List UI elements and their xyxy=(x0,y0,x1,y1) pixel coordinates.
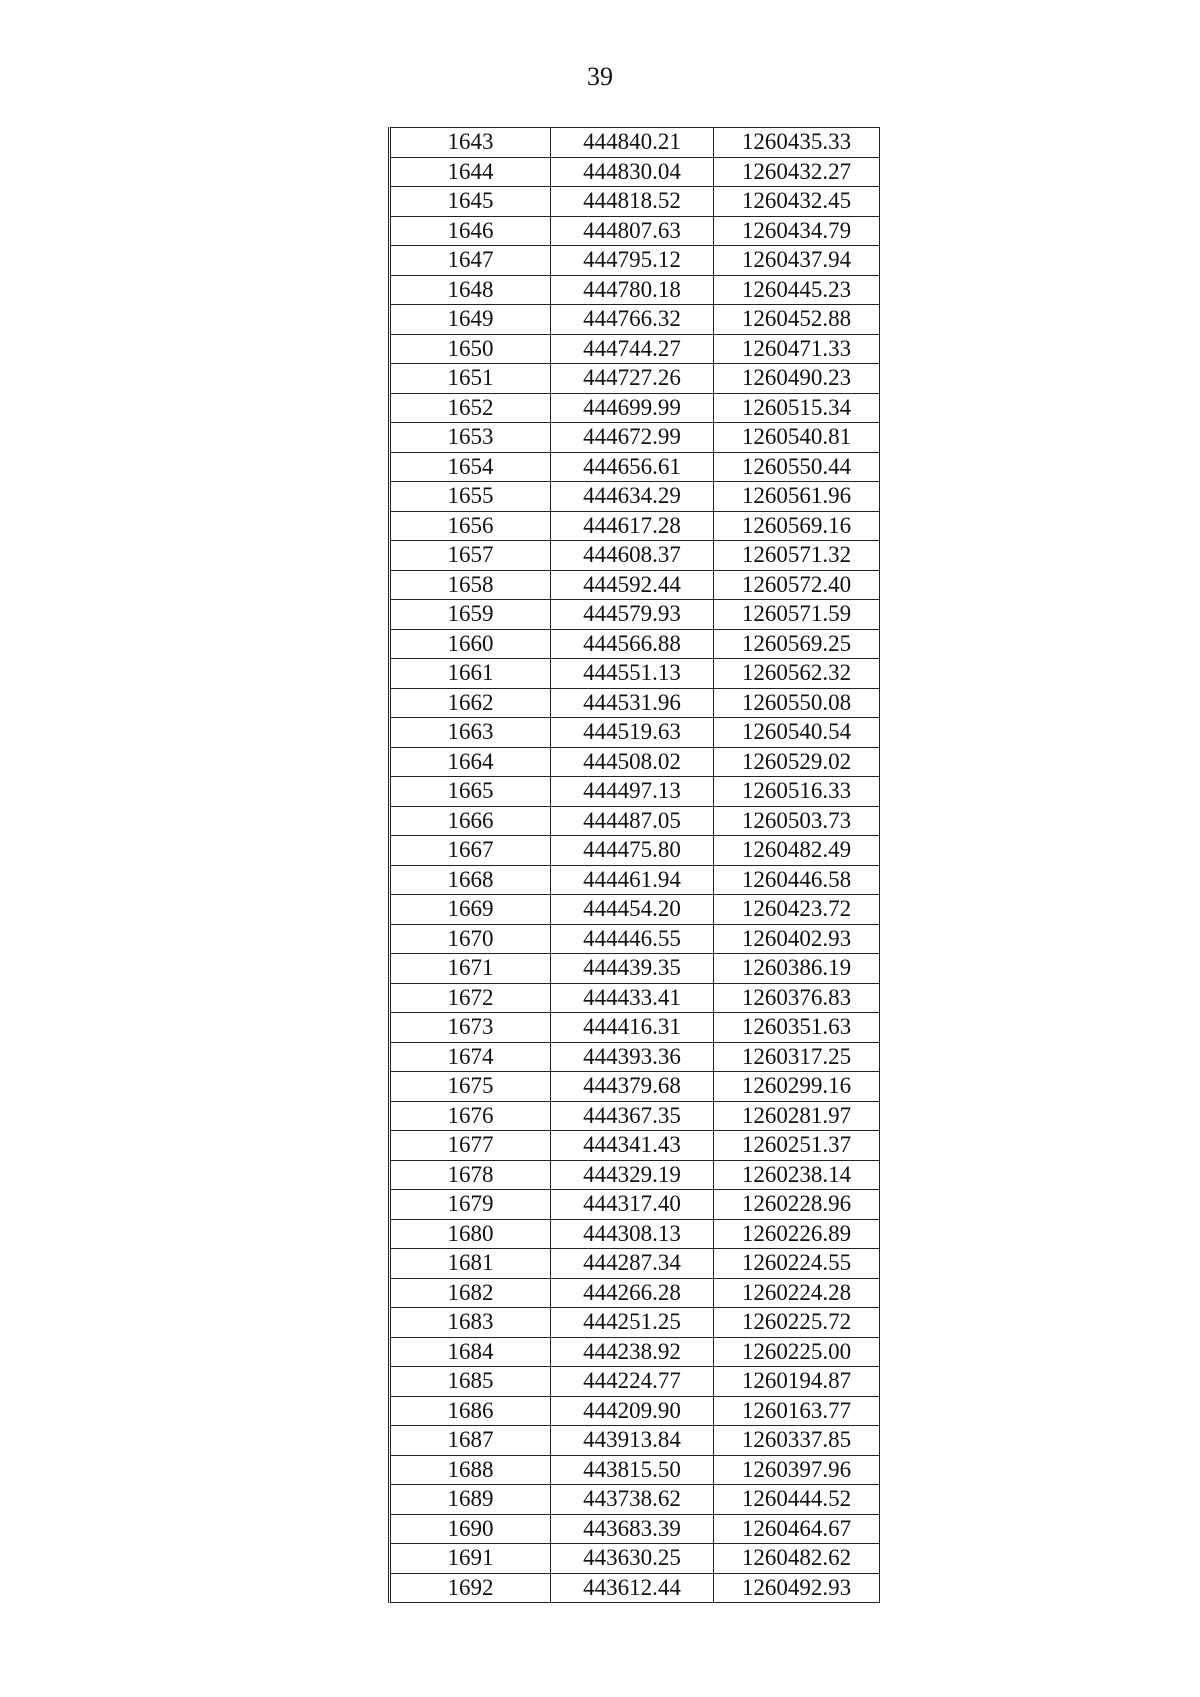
y-coordinate-cell: 1260194.87 xyxy=(714,1367,880,1397)
table-row xyxy=(390,393,880,423)
point-number-cell: 1668 xyxy=(390,865,551,895)
y-coordinate-cell: 1260317.25 xyxy=(714,1042,880,1072)
y-coordinate-cell: 1260432.27 xyxy=(714,157,880,187)
table-row xyxy=(390,246,880,276)
table-row xyxy=(390,1131,880,1161)
table-row xyxy=(390,1042,880,1072)
y-coordinate-cell: 1260434.79 xyxy=(714,216,880,246)
y-coordinate-cell: 1260482.62 xyxy=(714,1544,880,1574)
y-coordinate-cell: 1260444.52 xyxy=(714,1485,880,1515)
point-number-cell: 1662 xyxy=(390,688,551,718)
point-number-cell: 1691 xyxy=(390,1544,551,1574)
x-coordinate-cell: 444379.68 xyxy=(551,1072,714,1102)
x-coordinate-cell: 444433.41 xyxy=(551,983,714,1013)
x-coordinate-cell: 444566.88 xyxy=(551,629,714,659)
x-coordinate-cell: 444551.13 xyxy=(551,659,714,689)
table-row xyxy=(390,305,880,335)
point-number-cell: 1683 xyxy=(390,1308,551,1338)
page-number: 39 xyxy=(587,62,613,91)
table-row xyxy=(390,1072,880,1102)
point-number-cell: 1646 xyxy=(390,216,551,246)
y-coordinate-cell: 1260562.32 xyxy=(714,659,880,689)
x-coordinate-cell: 444475.80 xyxy=(551,836,714,866)
point-number-cell: 1689 xyxy=(390,1485,551,1515)
y-coordinate-cell: 1260437.94 xyxy=(714,246,880,276)
table-row xyxy=(390,541,880,571)
x-coordinate-cell: 444317.40 xyxy=(551,1190,714,1220)
y-coordinate-cell: 1260224.55 xyxy=(714,1249,880,1279)
x-coordinate-cell: 444329.19 xyxy=(551,1160,714,1190)
table-row xyxy=(390,1278,880,1308)
table-row xyxy=(390,334,880,364)
point-number-cell: 1643 xyxy=(390,128,551,158)
point-number-cell: 1690 xyxy=(390,1514,551,1544)
point-number-cell: 1670 xyxy=(390,924,551,954)
point-number-cell: 1667 xyxy=(390,836,551,866)
x-coordinate-cell: 444727.26 xyxy=(551,364,714,394)
x-coordinate-cell: 444341.43 xyxy=(551,1131,714,1161)
x-coordinate-cell: 444308.13 xyxy=(551,1219,714,1249)
table-row xyxy=(390,511,880,541)
point-number-cell: 1678 xyxy=(390,1160,551,1190)
y-coordinate-cell: 1260516.33 xyxy=(714,777,880,807)
x-coordinate-cell: 444461.94 xyxy=(551,865,714,895)
point-number-cell: 1684 xyxy=(390,1337,551,1367)
point-number-cell: 1673 xyxy=(390,1013,551,1043)
point-number-cell: 1675 xyxy=(390,1072,551,1102)
x-coordinate-cell: 444656.61 xyxy=(551,452,714,482)
x-coordinate-cell: 444617.28 xyxy=(551,511,714,541)
y-coordinate-cell: 1260529.02 xyxy=(714,747,880,777)
table-row xyxy=(390,983,880,1013)
table-row xyxy=(390,895,880,925)
table-row xyxy=(390,806,880,836)
point-number-cell: 1671 xyxy=(390,954,551,984)
table-row xyxy=(390,216,880,246)
x-coordinate-cell: 444251.25 xyxy=(551,1308,714,1338)
x-coordinate-cell: 444224.77 xyxy=(551,1367,714,1397)
x-coordinate-cell: 443815.50 xyxy=(551,1455,714,1485)
x-coordinate-cell: 444439.35 xyxy=(551,954,714,984)
table-row xyxy=(390,1396,880,1426)
point-number-cell: 1652 xyxy=(390,393,551,423)
point-number-cell: 1680 xyxy=(390,1219,551,1249)
point-number-cell: 1659 xyxy=(390,600,551,630)
y-coordinate-cell: 1260224.28 xyxy=(714,1278,880,1308)
x-coordinate-cell: 444454.20 xyxy=(551,895,714,925)
table-row xyxy=(390,275,880,305)
x-coordinate-cell: 444508.02 xyxy=(551,747,714,777)
y-coordinate-cell: 1260423.72 xyxy=(714,895,880,925)
table-row xyxy=(390,1219,880,1249)
table-row xyxy=(390,1013,880,1043)
point-number-cell: 1686 xyxy=(390,1396,551,1426)
y-coordinate-cell: 1260540.54 xyxy=(714,718,880,748)
point-number-cell: 1677 xyxy=(390,1131,551,1161)
y-coordinate-cell: 1260397.96 xyxy=(714,1455,880,1485)
point-number-cell: 1676 xyxy=(390,1101,551,1131)
y-coordinate-cell: 1260432.45 xyxy=(714,187,880,217)
y-coordinate-cell: 1260571.59 xyxy=(714,600,880,630)
x-coordinate-cell: 444579.93 xyxy=(551,600,714,630)
x-coordinate-cell: 444830.04 xyxy=(551,157,714,187)
point-number-cell: 1682 xyxy=(390,1278,551,1308)
point-number-cell: 1664 xyxy=(390,747,551,777)
y-coordinate-cell: 1260540.81 xyxy=(714,423,880,453)
x-coordinate-cell: 443612.44 xyxy=(551,1573,714,1603)
point-number-cell: 1669 xyxy=(390,895,551,925)
table-row xyxy=(390,1308,880,1338)
point-number-cell: 1685 xyxy=(390,1367,551,1397)
x-coordinate-cell: 444780.18 xyxy=(551,275,714,305)
y-coordinate-cell: 1260550.08 xyxy=(714,688,880,718)
point-number-cell: 1672 xyxy=(390,983,551,1013)
coordinates-table-body xyxy=(390,128,880,1603)
x-coordinate-cell: 444287.34 xyxy=(551,1249,714,1279)
y-coordinate-cell: 1260446.58 xyxy=(714,865,880,895)
point-number-cell: 1661 xyxy=(390,659,551,689)
table-row xyxy=(390,1190,880,1220)
x-coordinate-cell: 444266.28 xyxy=(551,1278,714,1308)
table-row xyxy=(390,629,880,659)
table-row xyxy=(390,954,880,984)
x-coordinate-cell: 444672.99 xyxy=(551,423,714,453)
x-coordinate-cell: 444238.92 xyxy=(551,1337,714,1367)
point-number-cell: 1654 xyxy=(390,452,551,482)
y-coordinate-cell: 1260569.25 xyxy=(714,629,880,659)
y-coordinate-cell: 1260226.89 xyxy=(714,1219,880,1249)
y-coordinate-cell: 1260572.40 xyxy=(714,570,880,600)
x-coordinate-cell: 444699.99 xyxy=(551,393,714,423)
x-coordinate-cell: 444744.27 xyxy=(551,334,714,364)
x-coordinate-cell: 444608.37 xyxy=(551,541,714,571)
table-row xyxy=(390,482,880,512)
table-row xyxy=(390,1337,880,1367)
point-number-cell: 1674 xyxy=(390,1042,551,1072)
point-number-cell: 1647 xyxy=(390,246,551,276)
x-coordinate-cell: 444519.63 xyxy=(551,718,714,748)
y-coordinate-cell: 1260452.88 xyxy=(714,305,880,335)
y-coordinate-cell: 1260503.73 xyxy=(714,806,880,836)
x-coordinate-cell: 444446.55 xyxy=(551,924,714,954)
table-row xyxy=(390,157,880,187)
point-number-cell: 1687 xyxy=(390,1426,551,1456)
x-coordinate-cell: 444393.36 xyxy=(551,1042,714,1072)
point-number-cell: 1657 xyxy=(390,541,551,571)
point-number-cell: 1681 xyxy=(390,1249,551,1279)
x-coordinate-cell: 444840.21 xyxy=(551,128,714,158)
table-row xyxy=(390,659,880,689)
table-row xyxy=(390,423,880,453)
point-number-cell: 1653 xyxy=(390,423,551,453)
table-row xyxy=(390,1160,880,1190)
table-row xyxy=(390,688,880,718)
y-coordinate-cell: 1260492.93 xyxy=(714,1573,880,1603)
table-row xyxy=(390,1573,880,1603)
y-coordinate-cell: 1260299.16 xyxy=(714,1072,880,1102)
x-coordinate-cell: 443683.39 xyxy=(551,1514,714,1544)
table-row xyxy=(390,1455,880,1485)
x-coordinate-cell: 443913.84 xyxy=(551,1426,714,1456)
y-coordinate-cell: 1260225.00 xyxy=(714,1337,880,1367)
point-number-cell: 1660 xyxy=(390,629,551,659)
y-coordinate-cell: 1260550.44 xyxy=(714,452,880,482)
x-coordinate-cell: 444634.29 xyxy=(551,482,714,512)
y-coordinate-cell: 1260445.23 xyxy=(714,275,880,305)
point-number-cell: 1658 xyxy=(390,570,551,600)
coordinates-table xyxy=(388,127,880,1603)
x-coordinate-cell: 444497.13 xyxy=(551,777,714,807)
x-coordinate-cell: 444416.31 xyxy=(551,1013,714,1043)
y-coordinate-cell: 1260464.67 xyxy=(714,1514,880,1544)
x-coordinate-cell: 444818.52 xyxy=(551,187,714,217)
y-coordinate-cell: 1260482.49 xyxy=(714,836,880,866)
point-number-cell: 1651 xyxy=(390,364,551,394)
point-number-cell: 1645 xyxy=(390,187,551,217)
point-number-cell: 1644 xyxy=(390,157,551,187)
y-coordinate-cell: 1260402.93 xyxy=(714,924,880,954)
table-row xyxy=(390,600,880,630)
y-coordinate-cell: 1260251.37 xyxy=(714,1131,880,1161)
table-row xyxy=(390,747,880,777)
table-row xyxy=(390,570,880,600)
table-row xyxy=(390,452,880,482)
point-number-cell: 1649 xyxy=(390,305,551,335)
table-row xyxy=(390,1367,880,1397)
table-row xyxy=(390,924,880,954)
point-number-cell: 1655 xyxy=(390,482,551,512)
table-row xyxy=(390,1426,880,1456)
point-number-cell: 1692 xyxy=(390,1573,551,1603)
table-row xyxy=(390,1514,880,1544)
x-coordinate-cell: 444531.96 xyxy=(551,688,714,718)
y-coordinate-cell: 1260569.16 xyxy=(714,511,880,541)
point-number-cell: 1688 xyxy=(390,1455,551,1485)
table-row xyxy=(390,836,880,866)
point-number-cell: 1663 xyxy=(390,718,551,748)
x-coordinate-cell: 444807.63 xyxy=(551,216,714,246)
table-row xyxy=(390,1249,880,1279)
y-coordinate-cell: 1260281.97 xyxy=(714,1101,880,1131)
table-row xyxy=(390,1101,880,1131)
y-coordinate-cell: 1260225.72 xyxy=(714,1308,880,1338)
y-coordinate-cell: 1260471.33 xyxy=(714,334,880,364)
y-coordinate-cell: 1260228.96 xyxy=(714,1190,880,1220)
y-coordinate-cell: 1260376.83 xyxy=(714,983,880,1013)
x-coordinate-cell: 443630.25 xyxy=(551,1544,714,1574)
y-coordinate-cell: 1260515.34 xyxy=(714,393,880,423)
table-row xyxy=(390,1544,880,1574)
point-number-cell: 1665 xyxy=(390,777,551,807)
point-number-cell: 1650 xyxy=(390,334,551,364)
x-coordinate-cell: 444487.05 xyxy=(551,806,714,836)
point-number-cell: 1679 xyxy=(390,1190,551,1220)
y-coordinate-cell: 1260386.19 xyxy=(714,954,880,984)
point-number-cell: 1656 xyxy=(390,511,551,541)
table-row xyxy=(390,1485,880,1515)
table-row xyxy=(390,187,880,217)
table-row xyxy=(390,718,880,748)
y-coordinate-cell: 1260163.77 xyxy=(714,1396,880,1426)
table-row xyxy=(390,865,880,895)
x-coordinate-cell: 444367.35 xyxy=(551,1101,714,1131)
y-coordinate-cell: 1260561.96 xyxy=(714,482,880,512)
point-number-cell: 1666 xyxy=(390,806,551,836)
x-coordinate-cell: 444795.12 xyxy=(551,246,714,276)
table-row xyxy=(390,128,880,158)
y-coordinate-cell: 1260490.23 xyxy=(714,364,880,394)
x-coordinate-cell: 444209.90 xyxy=(551,1396,714,1426)
x-coordinate-cell: 444592.44 xyxy=(551,570,714,600)
y-coordinate-cell: 1260337.85 xyxy=(714,1426,880,1456)
point-number-cell: 1648 xyxy=(390,275,551,305)
y-coordinate-cell: 1260435.33 xyxy=(714,128,880,158)
x-coordinate-cell: 444766.32 xyxy=(551,305,714,335)
y-coordinate-cell: 1260351.63 xyxy=(714,1013,880,1043)
x-coordinate-cell: 443738.62 xyxy=(551,1485,714,1515)
table-row xyxy=(390,777,880,807)
table-row xyxy=(390,364,880,394)
y-coordinate-cell: 1260571.32 xyxy=(714,541,880,571)
y-coordinate-cell: 1260238.14 xyxy=(714,1160,880,1190)
